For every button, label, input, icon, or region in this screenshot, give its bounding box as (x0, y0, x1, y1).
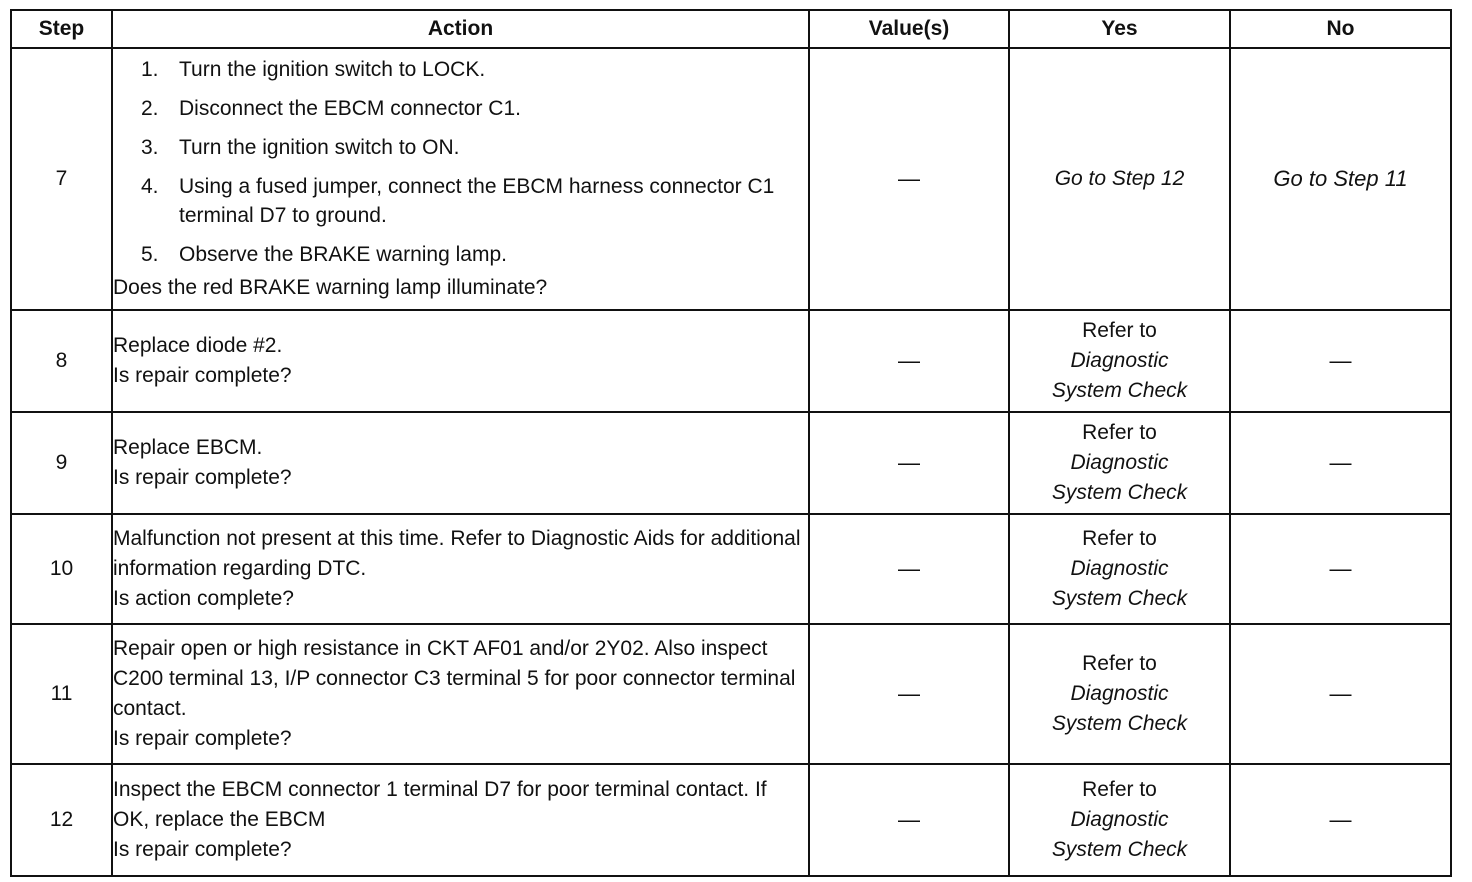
no-cell: Go to Step 11 (1230, 48, 1451, 310)
header-row (11, 10, 1451, 48)
step-number: 7 (11, 48, 112, 310)
step-number: 8 (11, 310, 112, 412)
yes-link-line: Diagnostic (1070, 557, 1169, 580)
action-text: Replace EBCM. (113, 436, 263, 459)
yes-refer-text: Refer to (1082, 778, 1157, 801)
no-cell: — (1230, 412, 1451, 514)
table-row (11, 514, 1451, 624)
table-row (11, 310, 1451, 412)
header-step: Step (11, 10, 112, 48)
procedure-step-text: Using a fused jumper, connect the EBCM harness connector C1 terminal D7 to ground. (179, 175, 775, 227)
action-question: Is repair complete? (113, 838, 292, 861)
action-question: Is repair complete? (113, 466, 292, 489)
value-cell: — (809, 514, 1009, 624)
table-row (11, 764, 1451, 876)
header-no: No (1230, 10, 1451, 48)
yes-link-line: System Check (1051, 838, 1188, 861)
step-number: 10 (11, 514, 112, 624)
procedure-step-text: Turn the ignition switch to LOCK. (179, 58, 486, 81)
value-cell: — (809, 624, 1009, 764)
procedure-list (113, 55, 808, 269)
action-question: Is action complete? (113, 587, 294, 610)
procedure-step-number: 4. (141, 175, 159, 198)
action-cell (112, 412, 809, 514)
yes-cell (1009, 412, 1230, 514)
procedure-step-text: Turn the ignition switch to ON. (179, 136, 460, 159)
yes-refer-text: Refer to (1082, 319, 1157, 342)
yes-refer-text: Refer to (1082, 527, 1157, 550)
step-number: 9 (11, 412, 112, 514)
action-cell (112, 624, 809, 764)
no-cell: — (1230, 310, 1451, 412)
action-text: Inspect the EBCM connector 1 terminal D7 for poor terminal contact. If OK, replace the EBCM (113, 778, 767, 831)
procedure-step-number: 5. (141, 243, 159, 266)
yes-refer-text: Refer to (1082, 652, 1157, 675)
procedure-step (141, 55, 808, 84)
table-row (11, 412, 1451, 514)
action-question: Is repair complete? (113, 727, 292, 750)
no-cell: — (1230, 764, 1451, 876)
no-cell: — (1230, 514, 1451, 624)
procedure-step-text: Disconnect the EBCM connector C1. (179, 97, 521, 120)
no-cell: — (1230, 624, 1451, 764)
header-yes: Yes (1009, 10, 1230, 48)
yes-cell (1009, 764, 1230, 876)
action-question: Is repair complete? (113, 364, 292, 387)
header-action: Action (112, 10, 809, 48)
table-row (11, 48, 1451, 310)
procedure-step-number: 3. (141, 136, 159, 159)
yes-cell: Go to Step 12 (1009, 48, 1230, 310)
action-text: Repair open or high resistance in CKT AF01 and/or 2Y02. Also inspect C200 terminal 13, I/P connector C3 terminal 5 for poor connector terminal contact. (113, 637, 796, 720)
diagnostic-table (10, 9, 1452, 877)
action-cell (112, 310, 809, 412)
action-cell (112, 764, 809, 876)
value-cell: — (809, 310, 1009, 412)
value-cell: — (809, 764, 1009, 876)
procedure-step (141, 172, 808, 230)
step-number: 12 (11, 764, 112, 876)
value-cell: — (809, 48, 1009, 310)
yes-link-line: System Check (1051, 712, 1188, 735)
value-cell: — (809, 412, 1009, 514)
action-text: Malfunction not present at this time. Refer to Diagnostic Aids for additional information regarding DTC. (113, 527, 801, 580)
procedure-step (141, 94, 808, 123)
procedure-step-number: 2. (141, 97, 159, 120)
yes-link-line: System Check (1051, 587, 1188, 610)
yes-refer-text: Refer to (1082, 421, 1157, 444)
table-row (11, 624, 1451, 764)
action-cell (112, 48, 809, 310)
header-values: Value(s) (809, 10, 1009, 48)
yes-link-line: Diagnostic (1070, 808, 1169, 831)
procedure-step (141, 133, 808, 162)
step-number: 11 (11, 624, 112, 764)
yes-cell (1009, 624, 1230, 764)
yes-link-line: Diagnostic (1070, 349, 1169, 372)
yes-link-line: System Check (1051, 481, 1188, 504)
yes-cell (1009, 310, 1230, 412)
yes-cell (1009, 514, 1230, 624)
yes-link-line: Diagnostic (1070, 451, 1169, 474)
action-question: Does the red BRAKE warning lamp illuminate? (113, 276, 548, 299)
procedure-step-number: 1. (141, 58, 159, 81)
yes-link-line: System Check (1051, 379, 1188, 402)
action-cell (112, 514, 809, 624)
yes-link-line: Diagnostic (1070, 682, 1169, 705)
procedure-step-text: Observe the BRAKE warning lamp. (179, 243, 507, 266)
action-text: Replace diode #2. (113, 334, 283, 357)
procedure-step (141, 240, 808, 269)
